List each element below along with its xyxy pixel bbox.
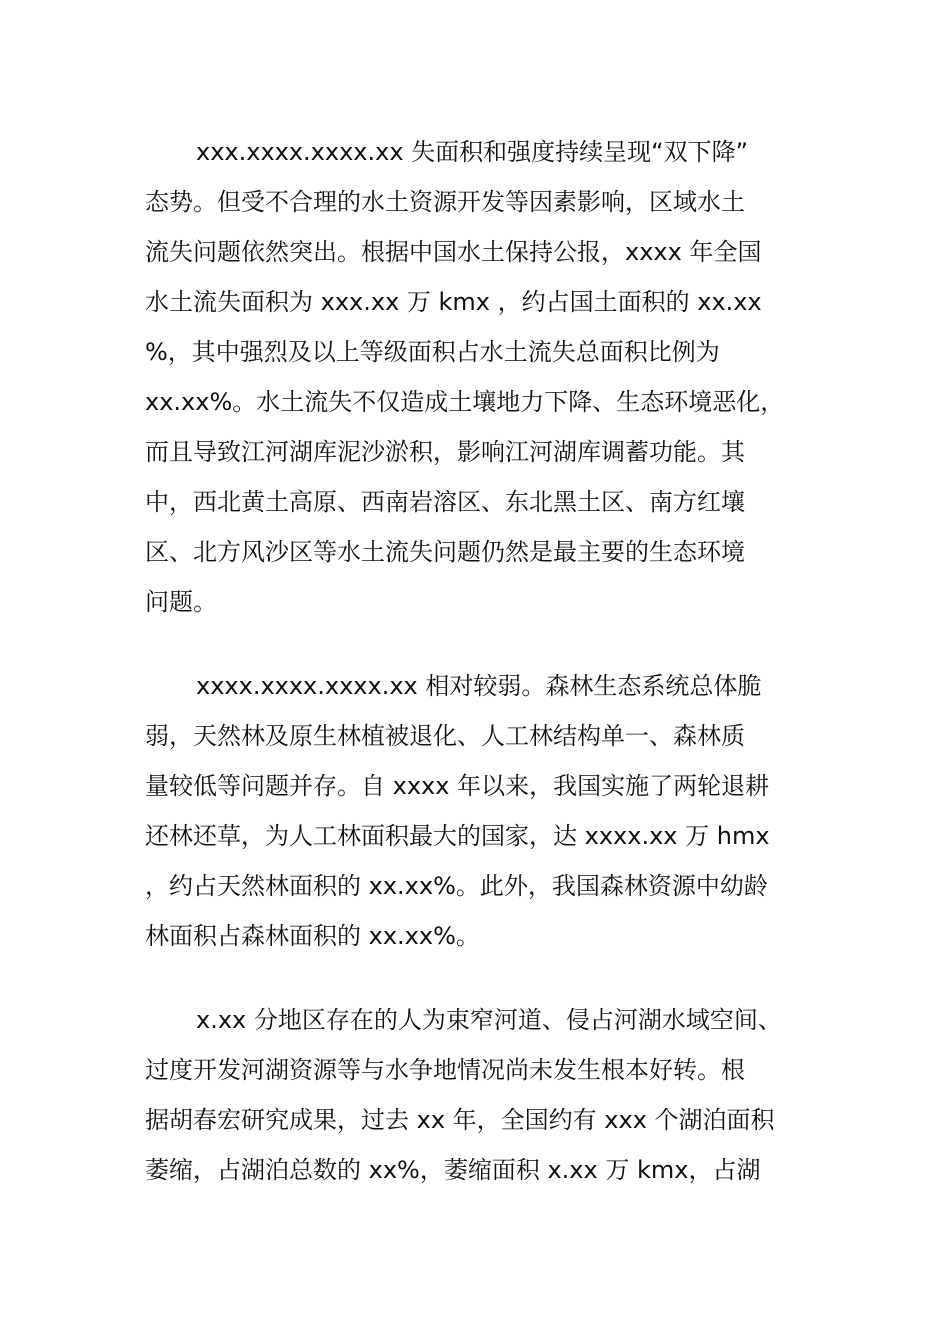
text-line: %，其中强烈及以上等级面积占水土流失总面积比例为 bbox=[145, 338, 720, 366]
text-line: 量较低等问题并存。自 xxxx 年以来，我国实施了两轮退耕 bbox=[145, 772, 770, 800]
paragraph-forest-ecosystem bbox=[145, 661, 835, 961]
text-line: x.xx 分地区存在的人为束窄河道、侵占河湖水域空间、 bbox=[196, 1006, 782, 1034]
text-line: 据胡春宏研究成果，过去 xx 年，全国约有 xxx 个湖泊面积 bbox=[145, 1106, 775, 1134]
text-line: 中，西北黄土高原、西南岩溶区、东北黑土区、南方红壤 bbox=[145, 488, 745, 516]
text-line: 还林还草，为人工林面积最大的国家，达 xxxx.xx 万 hmx bbox=[145, 822, 770, 850]
text-line: 区、北方风沙区等水土流失问题仍然是最主要的生态环境 bbox=[145, 538, 745, 566]
text-line: 林面积占森林面积的 xx.xx%。 bbox=[145, 922, 480, 950]
text-line: 问题。 bbox=[145, 588, 217, 616]
text-line: xxxx.xxxx.xxxx.xx 相对较弱。森林生态系统总体脆 bbox=[196, 672, 762, 700]
text-line: 态势。但受不合理的水土资源开发等因素影响，区域水土 bbox=[145, 188, 745, 216]
text-line: ，约占天然林面积的 xx.xx%。此外，我国森林资源中幼龄 bbox=[145, 872, 768, 900]
text-line: 水土流失面积为 xxx.xx 万 kmx ，约占国土面积的 xx.xx bbox=[145, 288, 762, 316]
paragraph-soil-erosion bbox=[145, 127, 835, 627]
text-line: xxx.xxxx.xxxx.xx 失面积和强度持续呈现“双下降” bbox=[196, 138, 749, 166]
paragraph-river-lake-encroachment bbox=[145, 995, 835, 1195]
text-line: 弱，天然林及原生林植被退化、人工林结构单一、森林质 bbox=[145, 722, 745, 750]
text-line: 过度开发河湖资源等与水争地情况尚未发生根本好转。根 bbox=[145, 1056, 745, 1084]
text-line: xx.xx%。水土流失不仅造成土壤地力下降、生态环境恶化， bbox=[145, 388, 785, 416]
text-line: 流失问题依然突出。根据中国水土保持公报，xxxx 年全国 bbox=[145, 238, 762, 266]
text-line: 萎缩，占湖泊总数的 xx%，萎缩面积 x.xx 万 kmx，占湖 bbox=[145, 1156, 761, 1184]
text-line: 而且导致江河湖库泥沙淤积，影响江河湖库调蓄功能。其 bbox=[145, 438, 745, 466]
